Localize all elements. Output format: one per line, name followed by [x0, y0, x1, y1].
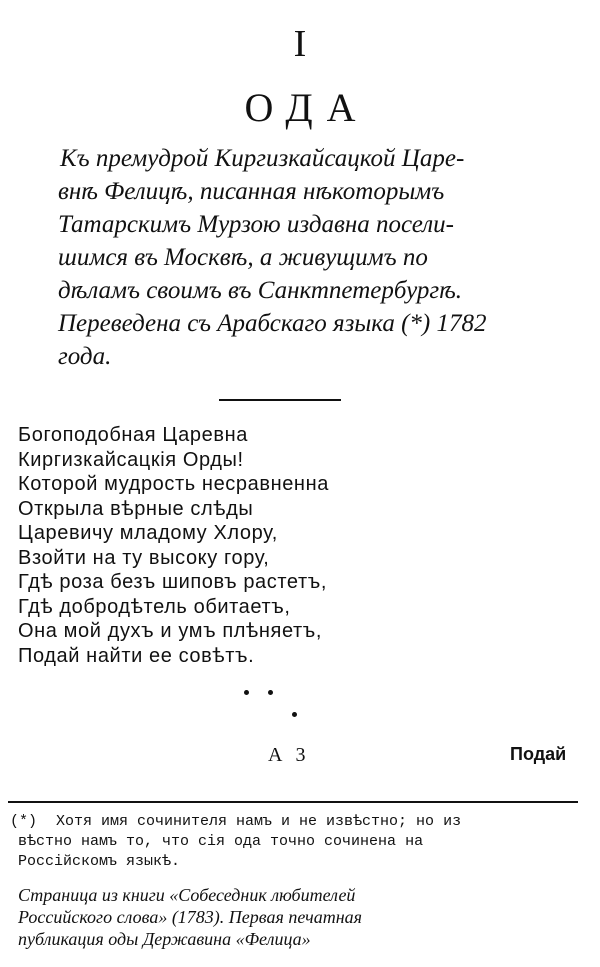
dedication-line: дѣламъ своимъ въ Санктпетербургѣ. — [58, 277, 463, 304]
verse-line: Открыла вѣрные слѣды — [18, 497, 254, 520]
verse-line: Взойти на ту высоку гору, — [18, 546, 270, 569]
dedication-line: Переведена съ Арабскаго языка (*) 1782 — [58, 310, 487, 337]
verse-line: Она мой духъ и умъ плѣняетъ, — [18, 620, 323, 642]
footnote-marker: (*) — [10, 813, 38, 830]
dedication-line: шимся въ Москвѣ, а живущимъ по — [58, 244, 428, 271]
verse-line: Подай найти ее совѣтъ. — [18, 644, 255, 667]
printer-signature-mark: А 3 — [268, 744, 310, 766]
verse-stanza — [18, 423, 578, 668]
verse-line: Киргизкайсацкія Орды! — [18, 448, 244, 471]
poem-title: ОДА — [244, 85, 370, 130]
image-caption — [18, 884, 588, 950]
dedication-line: Татарскимъ Мурзою издавна посели- — [58, 211, 454, 238]
verse-line: Гдѣ добродѣтель обитаетъ, — [18, 595, 291, 618]
verse-line: Богоподобная Царевна — [18, 424, 248, 446]
verse-line: Которой мудрость несравненна — [18, 473, 329, 495]
dedication-line: Къ премудрой Киргизкайсацкой Царе- — [60, 145, 465, 172]
footnote-divider — [8, 801, 578, 803]
section-numeral: I — [293, 23, 307, 65]
caption-line: Страница из книги «Собеседник любителей — [18, 885, 356, 905]
separator-dot — [244, 690, 249, 695]
caption-line: Российского слова» (1783). Первая печатная — [18, 907, 362, 927]
separator-dot — [268, 690, 273, 695]
section-divider — [219, 399, 341, 401]
verse-line: Царевичу младому Хлору, — [18, 522, 278, 544]
catchword: Подай — [510, 744, 567, 764]
footnote-line: Россійскомъ языкѣ. — [18, 853, 181, 870]
verse-line: Гдѣ роза безъ шиповъ растетъ, — [18, 571, 327, 593]
stanza-separator-dots — [0, 688, 600, 718]
footnote-line: вѣстно намъ то, что сія ода точно сочинена на — [18, 833, 424, 850]
dedication — [60, 142, 580, 373]
dedication-line: года. — [58, 343, 112, 370]
caption-line: публикация оды Державина «Фелица» — [18, 929, 311, 949]
footnote — [10, 812, 580, 872]
separator-dot — [292, 712, 297, 717]
footnote-line: Хотя имя сочинителя намъ и не извѣстно; но из — [56, 813, 462, 830]
dedication-line: внѣ Фелицѣ, писанная нѣкоторымъ — [58, 178, 445, 205]
